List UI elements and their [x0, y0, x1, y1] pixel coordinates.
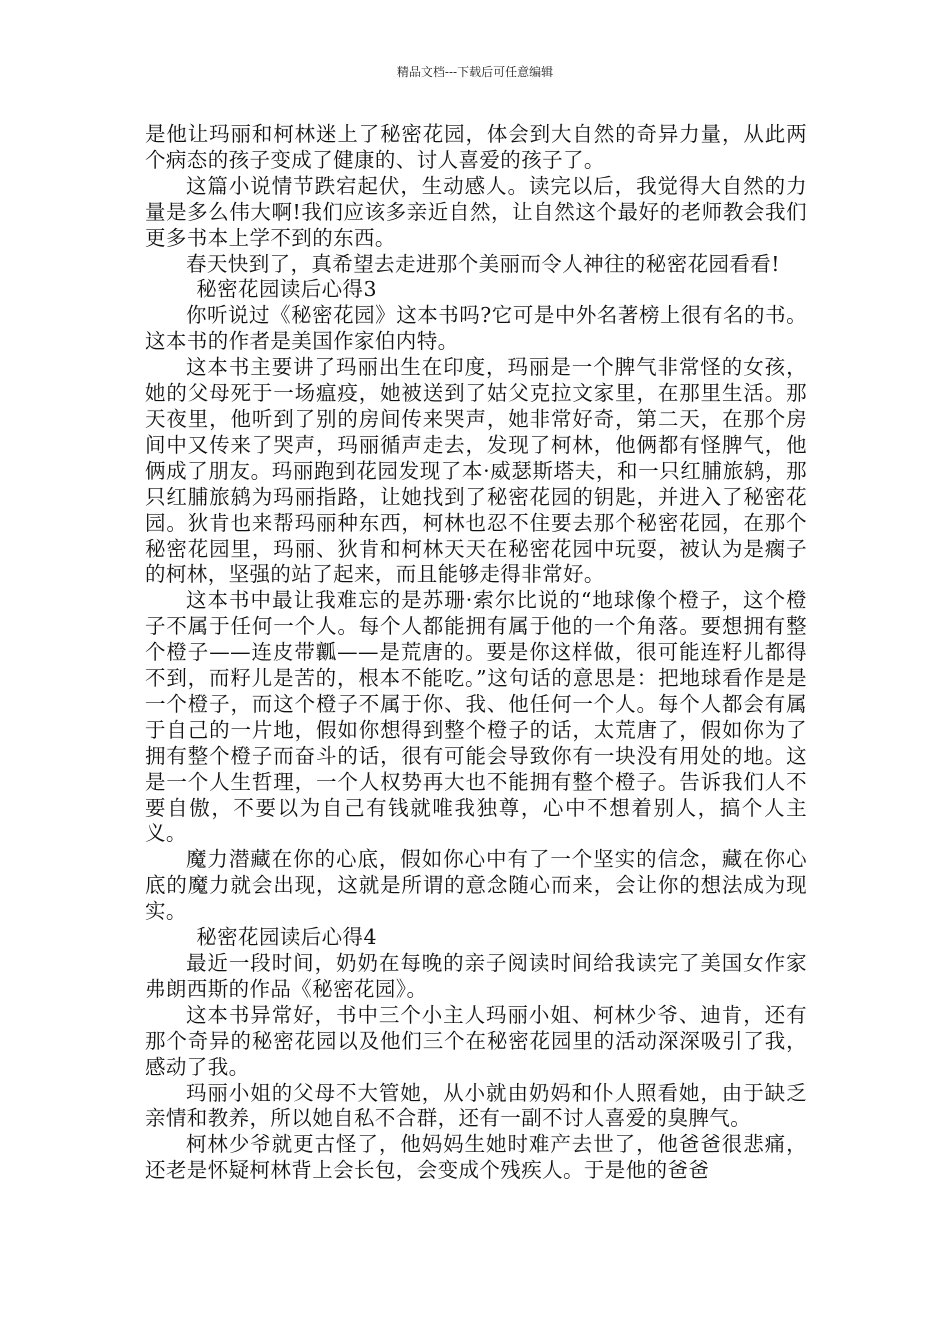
paragraph: 你听说过《秘密花园》这本书吗?它可是中外名著榜上很有名的书。这本书的作者是美国作家伯内特。: [145, 303, 807, 354]
paragraph: 最近一段时间，奶奶在每晚的亲子阅读时间给我读完了美国女作家弗朗西斯的作品《秘密花园》。: [145, 951, 807, 1001]
section-heading: 秘密花园读后心得3: [196, 277, 377, 302]
paragraph: 玛丽小姐的父母不大管她，从小就由奶妈和仆人照看她，由于缺乏亲情和教养，所以她自私不合群，还有一副不讨人喜爱的臭脾气。: [145, 1080, 807, 1131]
paragraph: 是他让玛丽和柯林迷上了秘密花园，体会到大自然的奇异力量，从此两个病态的孩子变成了健康的、讨人喜爱的孩子了。: [145, 122, 807, 172]
paragraph: 这本书异常好，书中三个小主人玛丽小姐、柯林少爷、迪肯，还有那个奇异的秘密花园以及他们三个在秘密花园里的活动深深吸引了我，感动了我。: [145, 1002, 807, 1079]
paragraph: 春天快到了，真希望去走进那个美丽而令人神往的秘密花园看看!: [186, 251, 780, 276]
paragraph: 这篇小说情节跌宕起伏，生动感人。读完以后，我觉得大自然的力量是多么伟大啊!我们应该多亲近自然，让自然这个最好的老师教会我们更多书本上学不到的东西。: [145, 173, 807, 250]
section-heading: 秘密花园读后心得4: [196, 925, 377, 950]
paragraph: 这本书中最让我难忘的是苏珊·索尔比说的“地球像个橙子，这个橙子不属于任何一个人。每个人都能拥有属于他的一个角落。要想拥有整个橙子——连皮带瓤——是荒唐的。要是你这样做，很可能连籽儿都得不到，而籽儿是苦的，根本不能吃。”这句话的意思是：把地球看作是是一个橙子，而这个橙子不属于你、我、他任何一个人。每个人都会有属于自己的一片地，假如你想得到整个橙子的话，太荒唐了，假如你为了拥有整个橙子而奋斗的话，很有可能会导致你有一块没有用处的地。这是一个人生哲理，一个人权势再大也不能拥有整个橙子。告诉我们人不要自傲，不要以为自己有钱就唯我独尊，心中不想着别人，搞个人主义。: [145, 588, 807, 846]
paragraph: 这本书主要讲了玛丽出生在印度，玛丽是一个脾气非常怪的女孩，她的父母死于一场瘟疫，她被送到了姑父克拉文家里，在那里生活。那天夜里，他听到了别的房间传来哭声，她非常好奇，第二天，在那个房间中又传来了哭声，玛丽循声走去，发现了柯林，他俩都有怪脾气，他俩成了朋友。玛丽跑到花园发现了本·威瑟斯塔夫，和一只红脯旅鸫，那只红脯旅鸫为玛丽指路，让她找到了秘密花园的钥匙，并进入了秘密花园。狄肯也来帮玛丽种东西，柯林也忍不住要去那个秘密花园，在那个秘密花园里，玛丽、狄肯和柯林天天在秘密花园中玩耍，被认为是瘸子的柯林，坚强的站了起来，而且能够走得非常好。: [145, 355, 807, 587]
paragraph: 柯林少爷就更古怪了，他妈妈生她时难产去世了，他爸爸很悲痛，还老是怀疑柯林背上会长包，会变成个残疾人。于是他的爸爸: [145, 1132, 807, 1183]
page-header: 精品文档---下载后可任意编辑: [396, 65, 554, 79]
document-body: [145, 122, 807, 1184]
paragraph: 魔力潜藏在你的心底，假如你心中有了一个坚实的信念，藏在你心底的魔力就会出现，这就是所谓的意念随心而来，会让你的想法成为现实。: [145, 847, 807, 924]
